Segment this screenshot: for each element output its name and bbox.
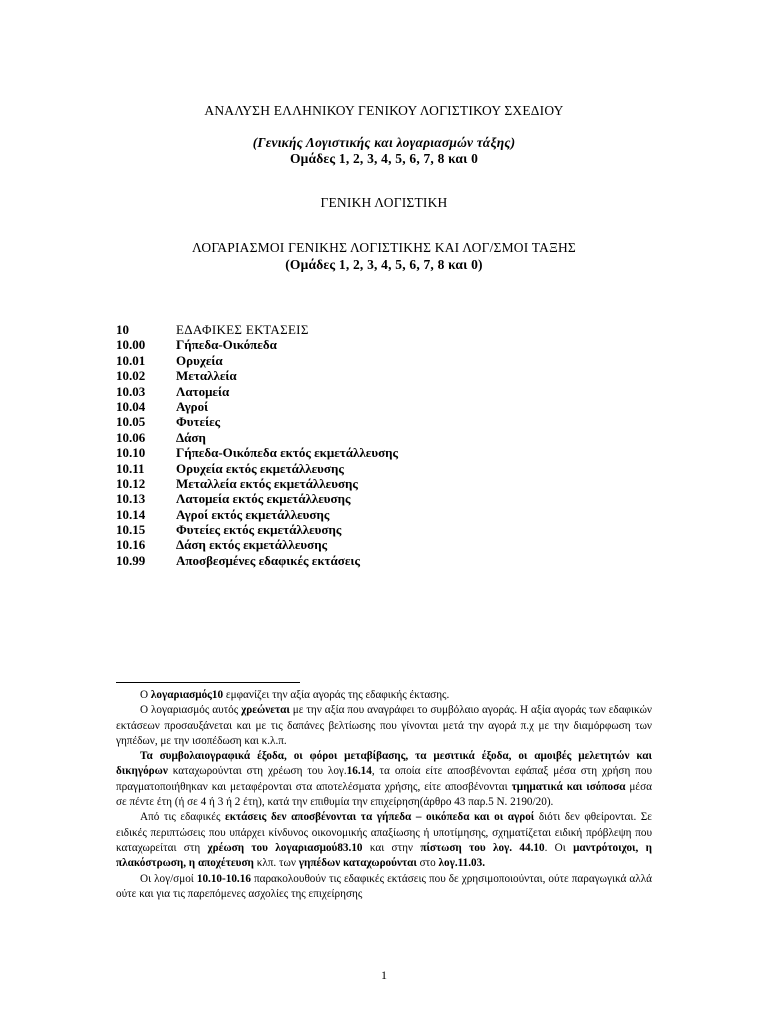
account-name: ΕΔΑΦΙΚΕΣ ΕΚΤΑΣΕΙΣ — [176, 322, 309, 337]
footnote-paragraph-4: Από τις εδαφικές εκτάσεις δεν αποσβένονται τα γήπεδα – οικόπεδα και οι αγροί διότι δεν φθείρονται. Σε ειδικές περιπτώσεις που υπάρχει κίνδυνος οικονομικής απαξίωσης ή υποτίμησης, σχηματίζεται ειδική πρόβλεψη που καταχωρείται στη χρέωση του λογαριασμού83.10 και στην πίστωση του λογ. 44.10. Οι μαντρότοιχοι, η πλακόστρωση, η αποχέτευση κλπ. των γηπέδων καταχωρούνται στο λογ.11.03. — [116, 811, 652, 870]
account-row — [116, 384, 398, 399]
account-row — [116, 353, 398, 368]
account-code: 10.12 — [116, 475, 146, 491]
account-code: 10.05 — [116, 414, 146, 430]
account-name: Μεταλλεία — [176, 368, 237, 384]
account-code: 10.03 — [116, 383, 146, 399]
account-code: 10.14 — [116, 506, 146, 522]
account-row — [116, 537, 398, 552]
account-row — [116, 553, 398, 568]
footnote-separator — [116, 682, 300, 683]
account-name: Ορυχεία εκτός εκμετάλλευσης — [176, 460, 344, 476]
account-name: Φυτείες — [176, 414, 221, 430]
account-row — [116, 507, 398, 522]
account-code: 10.02 — [116, 368, 146, 384]
account-code: 10.04 — [116, 398, 146, 414]
account-row — [116, 445, 398, 460]
accounts-list — [116, 322, 398, 568]
account-row — [116, 368, 398, 383]
account-name: Μεταλλεία εκτός εκμετάλλευσης — [176, 475, 358, 491]
account-code: 10.15 — [116, 522, 146, 538]
footnote — [116, 688, 652, 902]
account-row — [116, 430, 398, 445]
footnote-paragraph-5: Οι λογ/σμοί 10.10-10.16 παρακολουθούν τις εδαφικές εκτάσεις που δε χρησιμοποιούνται, ούτε παραγωγικά αλλά ούτε και για τις παρεπόμενες ασχολίες της επιχείρησης — [116, 872, 652, 900]
account-code: 10.00 — [116, 337, 146, 353]
account-row — [116, 476, 398, 491]
page-number: 1 — [381, 968, 387, 982]
footnote-paragraph-1: Ο λογαριασμός10 εμφανίζει την αξία αγοράς της εδαφικής έκτασης. — [140, 689, 450, 701]
account-row — [116, 491, 398, 506]
account-code: 10.10 — [116, 445, 146, 461]
main-title: ΑΝΑΛΥΣΗ ΕΛΛΗΝΙΚΟΥ ΓΕΝΙΚΟΥ ΛΟΓΙΣΤΙΚΟΥ ΣΧΕΔΙΟΥ — [204, 103, 564, 118]
account-name: Λατομεία εκτός εκμετάλλευσης — [176, 491, 351, 507]
account-row — [116, 414, 398, 429]
account-row — [116, 522, 398, 537]
account-name: Γήπεδα-Οικόπεδα — [176, 337, 277, 353]
account-name: Δάση εκτός εκμετάλλευσης — [176, 537, 328, 553]
account-row — [116, 322, 398, 337]
account-code: 10.99 — [116, 552, 146, 568]
account-code: 10.16 — [116, 537, 146, 553]
section-title: ΓΕΝΙΚΗ ΛΟΓΙΣΤΙΚΗ — [320, 195, 448, 210]
account-name: Λατομεία — [176, 383, 230, 399]
account-row — [116, 337, 398, 352]
account-code: 10.11 — [116, 460, 145, 476]
footnote-paragraph-3: Τα συμβολαιογραφικά έξοδα, οι φόροι μεταβίβασης, τα μεσιτικά έξοδα, οι αμοιβές μελετητών και δικηγόρων καταχωρούνται στη χρέωση του λογ.16.14, τα οποία είτε αποσβένονται εφάπαξ μέσα στη χρήση που πραγματοποιήθηκαν και μεταφέρονται στα αποτελέσματα χρήσης, είτε αποσβένονται τμηματικά και ισόποσα μέσα σε πέντε έτη (ή σε 4 ή 3 ή 2 έτη), κατά την επιθυμία την επιχείρηση(άρθρο 43 παρ.5 Ν. 2190/20). — [116, 750, 652, 809]
account-code: 10.13 — [116, 491, 146, 507]
subtitle-1: (Γενικής Λογιστικής και λογαριασμών τάξης) — [252, 135, 516, 150]
account-name: Δάση — [176, 429, 206, 445]
account-name: Φυτείες εκτός εκμετάλλευσης — [176, 522, 342, 538]
account-code: 10 — [116, 322, 129, 337]
account-name: Αγροί — [176, 398, 209, 414]
account-name: Αποσβεσμένες εδαφικές εκτάσεις — [176, 552, 360, 568]
account-name: Αγροί εκτός εκμετάλλευσης — [176, 506, 330, 522]
account-name: Γήπεδα-Οικόπεδα εκτός εκμετάλλευσης — [176, 445, 399, 461]
footnote-paragraph-2: Ο λογαριασμός αυτός χρεώνεται με την αξία που αναγράφει το συμβόλαιο αγοράς. Η αξία αγοράς των εδαφικών εκτάσεων προσαυξάνεται και με τις δαπάνες βελτίωσης που γίνονται μετά την αγορά π.χ με την διαμόρφωση των γηπέδων, με την ισοπέδωση και κ.λ.π. — [116, 704, 652, 747]
section-subtitle-2: (Ομάδες 1, 2, 3, 4, 5, 6, 7, 8 και 0) — [285, 257, 483, 272]
account-row — [116, 399, 398, 414]
account-code: 10.01 — [116, 352, 146, 368]
account-name: Ορυχεία — [176, 352, 223, 368]
account-row — [116, 461, 398, 476]
account-code: 10.06 — [116, 429, 146, 445]
section-subtitle-1: ΛΟΓΑΡΙΑΣΜΟΙ ΓΕΝΙΚΗΣ ΛΟΓΙΣΤΙΚΗΣ ΚΑΙ ΛΟΓ/ΣΜΟΙ ΤΑΞΗΣ — [192, 240, 576, 255]
subtitle-2: Ομάδες 1, 2, 3, 4, 5, 6, 7, 8 και 0 — [289, 151, 479, 166]
